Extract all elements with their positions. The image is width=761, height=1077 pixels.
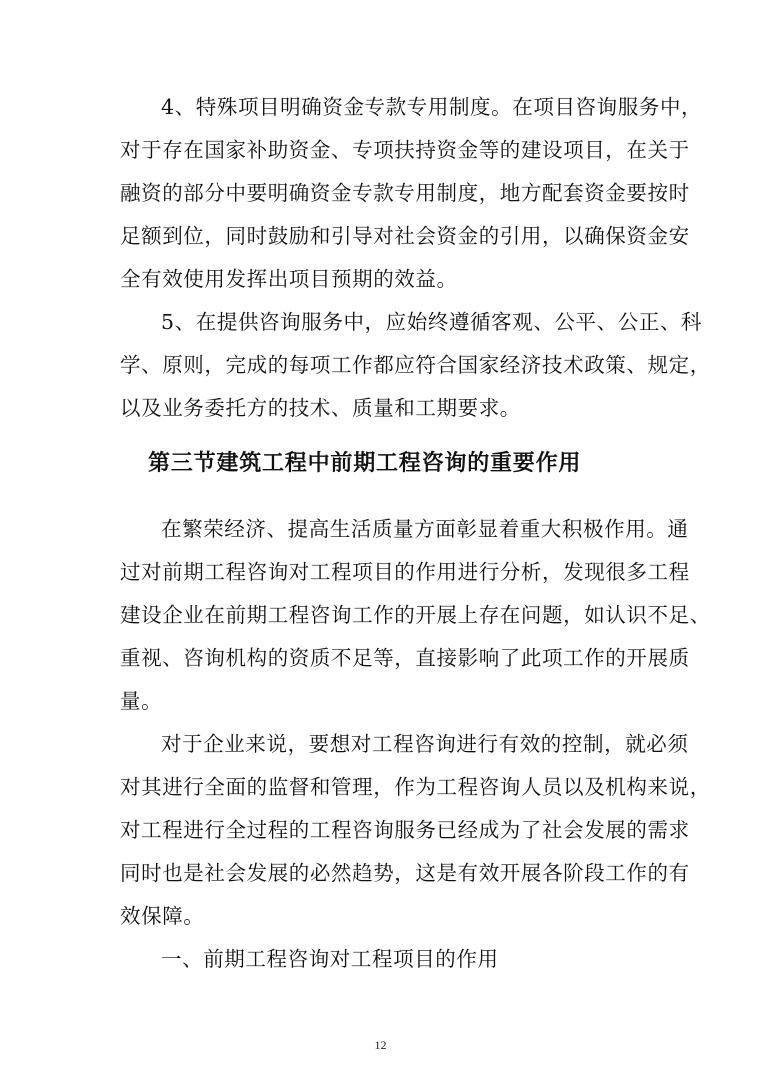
text-line: 以及业务委托方的技术、质量和工期要求。 xyxy=(120,396,521,420)
text-line: 对工程进行全过程的工程咨询服务已经成为了社会发展的需求 xyxy=(120,818,690,842)
paragraph-enterprise xyxy=(120,723,711,938)
text-line: 全有效使用发挥出项目预期的效益。 xyxy=(120,267,458,291)
paragraph-item-5 xyxy=(120,301,711,430)
text-line: 对于存在国家补助资金、专项扶持资金等的建设项目，在关于 xyxy=(120,138,690,162)
paragraph-item-4 xyxy=(120,86,703,301)
text-line: 效保障。 xyxy=(120,904,205,928)
subheading-text: 一、前期工程咨询对工程项目的作用 xyxy=(161,947,499,971)
subheading-item-1 xyxy=(120,938,636,981)
text-line: 同时也是社会发展的必然趋势，这是有效开展各阶段工作的有 xyxy=(120,861,690,885)
text-line: 对于企业来说，要想对工程咨询进行有效的控制，就必须 xyxy=(161,732,689,756)
section-body-1 xyxy=(120,86,711,430)
text-line: 对其进行全面的监督和管理，作为工程咨询人员以及机构来说， xyxy=(120,775,711,799)
text-line: 学、原则，完成的每项工作都应符合国家经济技术政策、规定， xyxy=(120,353,711,377)
text-line: 在繁荣经济、提高生活质量方面彰显着重大积极作用。通 xyxy=(161,517,689,541)
section-heading: 第三节建筑工程中前期工程咨询的重要作用 xyxy=(148,451,582,476)
section-body-2 xyxy=(120,508,711,981)
text-line: 足额到位，同时鼓励和引导对社会资金的引用，以确保资金安 xyxy=(120,224,690,248)
paragraph-intro xyxy=(120,508,711,723)
text-line: 建设企业在前期工程咨询工作的开展上存在问题，如认识不足、 xyxy=(120,603,711,627)
text-line: 5、在提供咨询服务中，应始终遵循客观、公平、公正、科 xyxy=(161,310,703,334)
text-line: 重视、咨询机构的资质不足等，直接影响了此项工作的开展质 xyxy=(120,646,690,670)
text-line: 4、特殊项目明确资金专款专用制度。在项目咨询服务中， xyxy=(161,95,703,119)
text-line: 量。 xyxy=(120,689,163,713)
page-number: 12 xyxy=(374,1038,387,1052)
text-line: 融资的部分中要明确资金专款专用制度，地方配套资金要按时 xyxy=(120,181,690,205)
text-line: 过对前期工程咨询对工程项目的作用进行分析，发现很多工程 xyxy=(120,560,690,584)
